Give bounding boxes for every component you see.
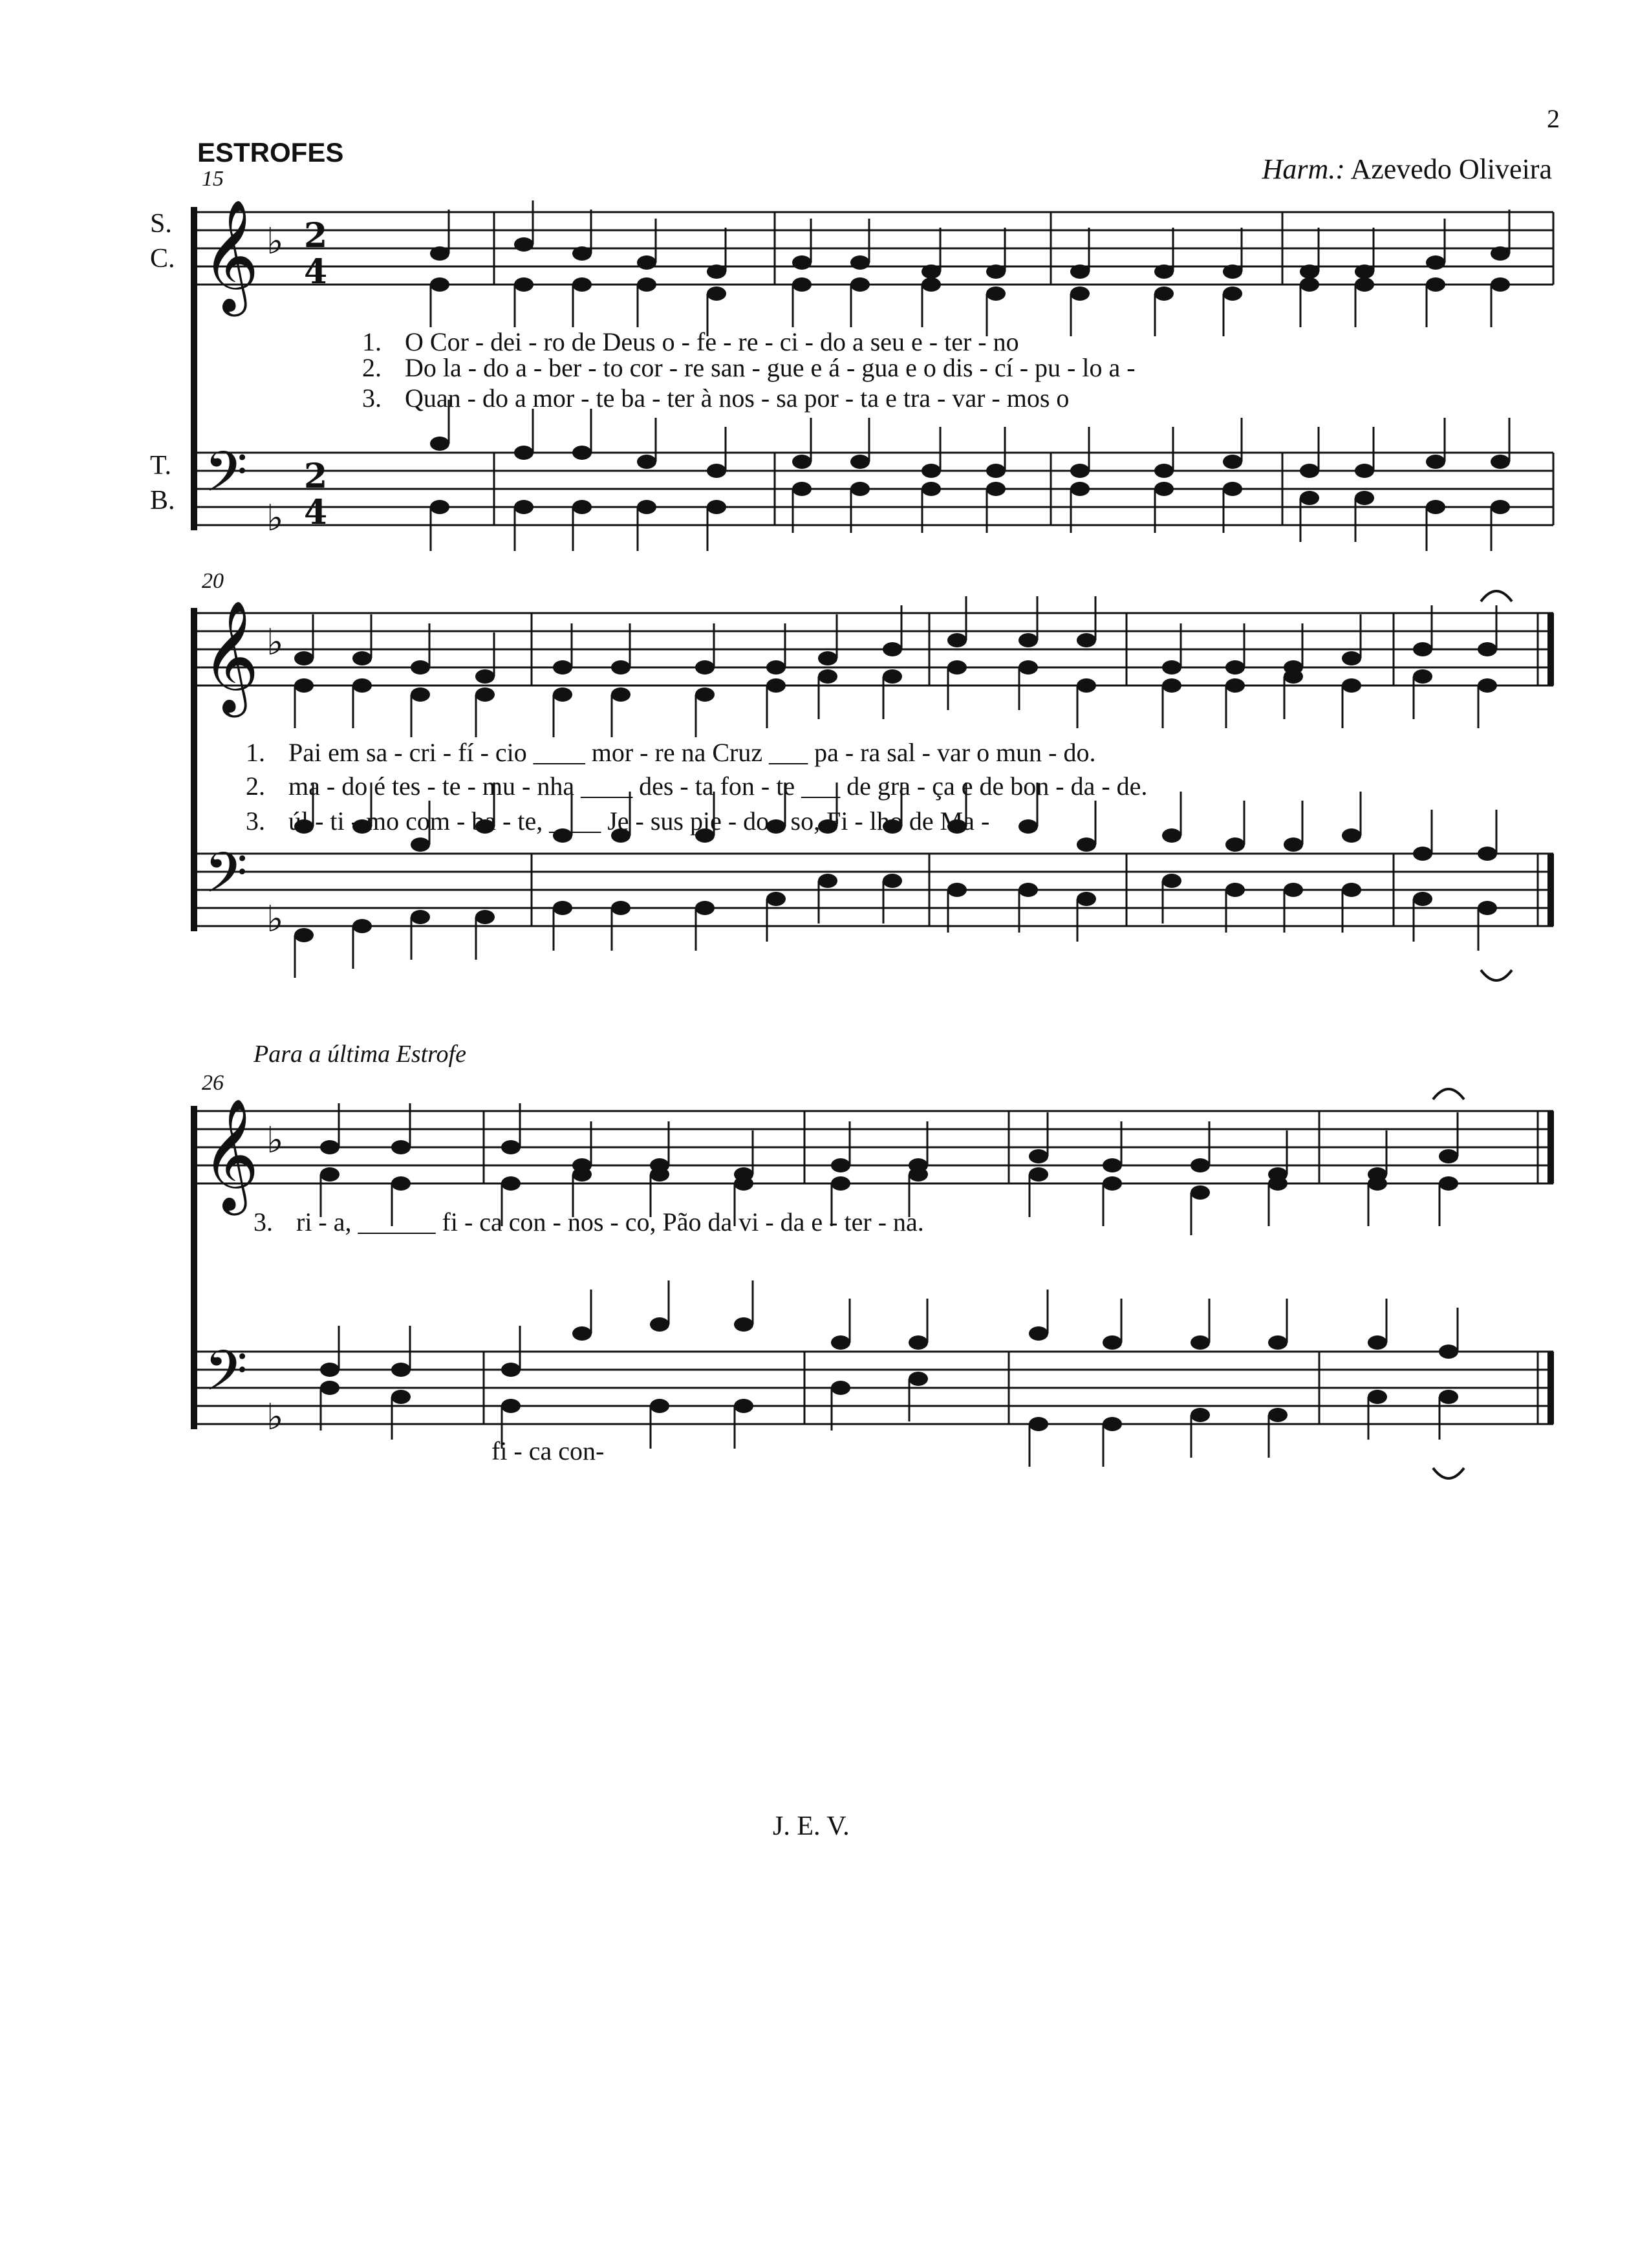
lyric-line (246, 771, 1147, 801)
fermata-icon (1433, 1089, 1464, 1099)
fermata-icon (1433, 1468, 1464, 1478)
treble-clef-icon: 𝄞 (202, 600, 259, 713)
flat-icon: ♭ (266, 497, 284, 539)
bass-lyric-line: fi - ca con- (491, 1436, 605, 1465)
time-signature-top: 2 (304, 457, 328, 496)
flat-icon: ♭ (266, 221, 284, 263)
time-signature-bottom: 4 (304, 493, 328, 532)
time-signature-top: 2 (304, 216, 328, 255)
lyric-line (362, 383, 1069, 413)
staff-label-soprano: S. (150, 209, 172, 239)
section-title: ESTROFES (197, 137, 344, 167)
verse-number: 3. (253, 1207, 273, 1237)
fermata-icon (1481, 591, 1512, 601)
staff-label-tenor: T. (150, 451, 172, 481)
lyric-text: Do la - do a - ber - to cor - re san - gue e á - gua e o dis - cí - pu - lo a - (405, 353, 1136, 382)
lyric-line (246, 806, 989, 836)
harm-label: Harm.: (1262, 153, 1345, 185)
verse-number: 1. (362, 327, 382, 356)
bass-clef-icon: 𝄢 (204, 1338, 248, 1417)
measure-number: 26 (202, 1071, 224, 1095)
flat-icon: ♭ (266, 1396, 284, 1438)
lyric-text: úl - ti - mo com - ba - te, ____ Je - sus pie - do - so, Fi - lho de Ma - (288, 806, 990, 836)
verse-number: 3. (362, 383, 382, 413)
treble-staff (194, 613, 1553, 686)
bass-staff (194, 453, 1553, 525)
time-signature-bottom: 4 (304, 252, 328, 292)
flat-icon: ♭ (266, 898, 284, 940)
system-3-score (0, 1080, 1649, 1494)
lyric-text: ma - do é tes - te - mu - nha ____ des - ta fon - te ___ de gra - ça e de bon - da - de. (288, 772, 1148, 801)
lyric-line (253, 1207, 924, 1237)
footer-initials: J. E. V. (773, 1811, 850, 1841)
lyric-line (246, 737, 1096, 768)
verse-number: 2. (246, 772, 265, 801)
staff-label-contralto: C. (150, 244, 175, 274)
rubric-last-verse: Para a última Estrofe (253, 1041, 466, 1068)
flat-icon: ♭ (266, 1119, 284, 1161)
treble-clef-icon: 𝄞 (202, 1098, 259, 1211)
bass-clef-icon: 𝄢 (204, 840, 248, 919)
notes (320, 1103, 1458, 1467)
measure-number: 20 (202, 569, 224, 593)
flat-icon: ♭ (266, 621, 284, 664)
verse-number: 2. (362, 353, 382, 382)
lyric-text: ri - a, ______ fi - ca con - nos - co, Pão da vi - da e - ter - na. (296, 1207, 924, 1237)
treble-staff (194, 212, 1553, 285)
bass-clef-icon: 𝄢 (204, 439, 248, 518)
page-number: 2 (1547, 104, 1560, 133)
lyric-text: Pai em sa - cri - fí - cio ____ mor - re na Cruz ___ pa - ra sal - var o mun - do. (288, 738, 1096, 767)
lyric-text: O Cor - dei - ro de Deus o - fe - re - ci - do a seu e - ter - no (405, 327, 1019, 356)
verse-number: 3. (246, 806, 265, 836)
verse-number: 1. (246, 738, 265, 767)
treble-clef-icon: 𝄞 (202, 199, 259, 312)
measure-number: 15 (202, 167, 224, 191)
harm-name: Azevedo Oliveira (1350, 153, 1552, 185)
lyric-line (362, 352, 1136, 383)
lyric-text: Quan - do a mor - te ba - ter à nos - sa por - ta e tra - var - mos o (405, 383, 1070, 413)
staff-label-bass: B. (150, 486, 175, 515)
fermata-icon (1481, 970, 1512, 980)
bass-staff (194, 1352, 1553, 1424)
